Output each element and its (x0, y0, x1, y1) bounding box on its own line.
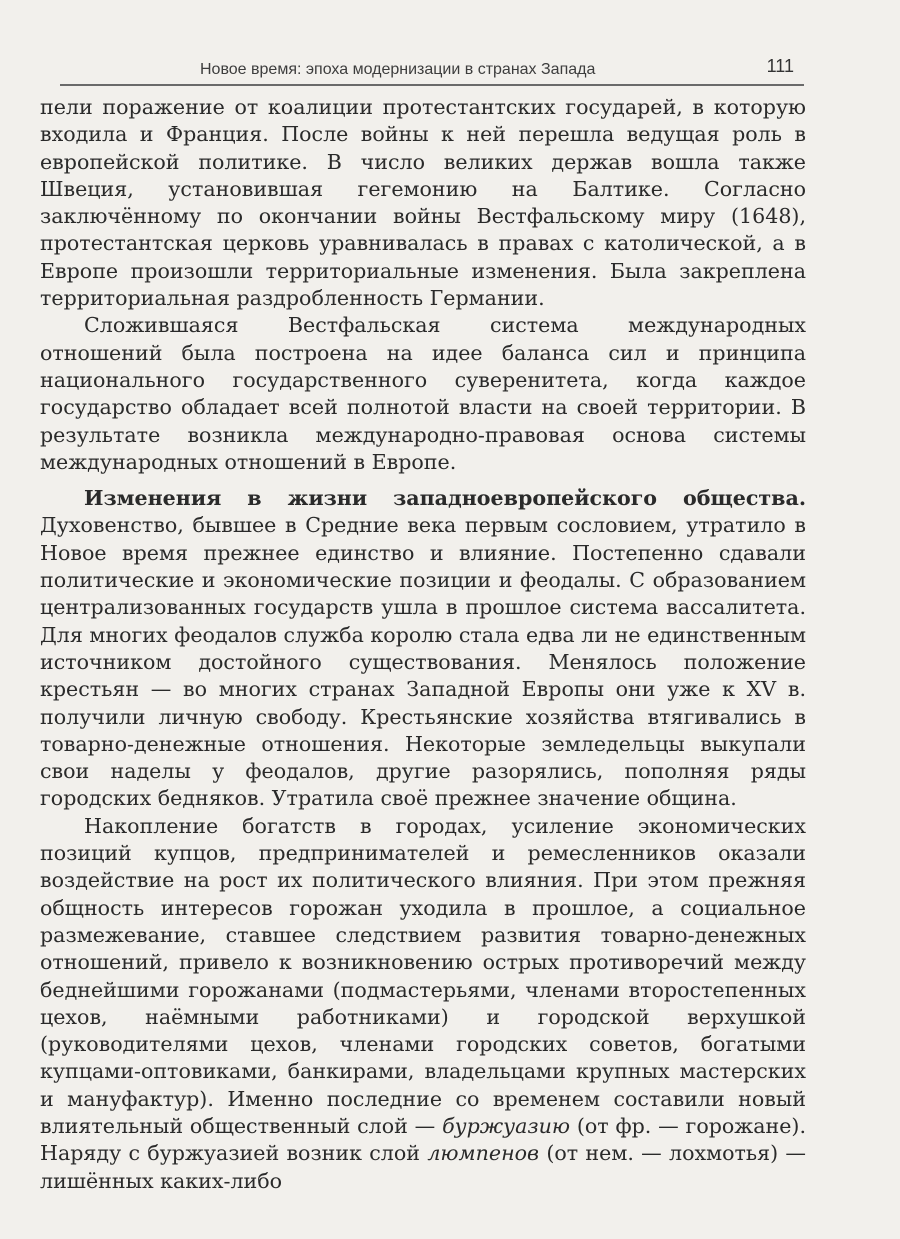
section-heading: Изменения в жизни западноевропейского общества. (84, 486, 806, 511)
paragraph-3-text: Духовенство, бывшее в Средние века первым сословием, утратило в Новое время прежнее единство и влияние. Постепенно сдавали политические и экономические позиции и феодалы. С образованием централизованных государств ушла в прошлое система вассалитета. Для многих феодалов служба королю стала едва ли не единственным источником достойного существования. Менялось положение крестьян — во многих странах Западной Европы они уже к XV в. получили личную свободу. Крестьянские хозяйства втягивались в товарно-денежные отношения. Некоторые земледельцы выкупали свои наделы у феодалов, другие разорялись, пополняя ряды городских бедняков. Утратила своё прежнее значение община. (40, 513, 806, 811)
term-bourgeoisie: буржуазию (442, 1113, 571, 1138)
term-lumpen: люмпенов (427, 1141, 540, 1166)
paragraph-4-text-c: (от нем. — лохмотья) — лишённых каких-либо (40, 1141, 807, 1193)
paragraph-2: Сложившаяся Вестфальская система международных отношений была построена на идее баланса сил и принципа национального государственного суверенитета, когда каждое государство обладает всей полнотой власти на своей территории. В результате возникла международно-правовая основа системы международных отношений в Европе. (40, 313, 806, 474)
body-text (40, 94, 806, 1195)
paragraph-1: пели поражение от коалиции протестантских государей, в которую входила и Франция. После войны к ней перешла ведущая роль в европейской политике. В число великих держав вошла также Швеция, установившая гегемонию на Балтике. Согласно заключённому по окончании войны Вестфальскому миру (1648), протестантская церковь уравнивалась в правах с католической, а в Европе произошли территориальные изменения. Была закреплена территориальная раздробленность Германии. (40, 95, 806, 311)
paragraph-4-text-a: Накопление богатств в городах, усиление экономических позиций купцов, предпринимателей и ремесленников оказали воздействие на рост их политического влияния. При этом прежняя общность интересов горожан уходила в прошлое, а социальное размежевание, ставшее следствием развития товарно-денежных отношений, привело к возникновению острых противоречий между беднейшими горожанами (подмастерьями, членами второстепенных цехов, наёмными работниками) и городской верхушкой (руководителями цехов, членами городских советов, богатыми купцами-оптовиками, банкирами, владельцами крупных мастерских и мануфактур). Именно последние со временем составили новый влиятельный общественный слой — (40, 813, 806, 1138)
paragraph-4 (40, 813, 806, 1195)
page-header (60, 54, 804, 86)
running-title: Новое время: эпоха модернизации в странах Запада (200, 61, 596, 78)
paragraph-3 (40, 485, 806, 813)
paragraph-4-text-b: (от фр. — горожане). Наряду с буржуазией возник слой (40, 1113, 807, 1166)
page-number: 111 (766, 56, 794, 76)
